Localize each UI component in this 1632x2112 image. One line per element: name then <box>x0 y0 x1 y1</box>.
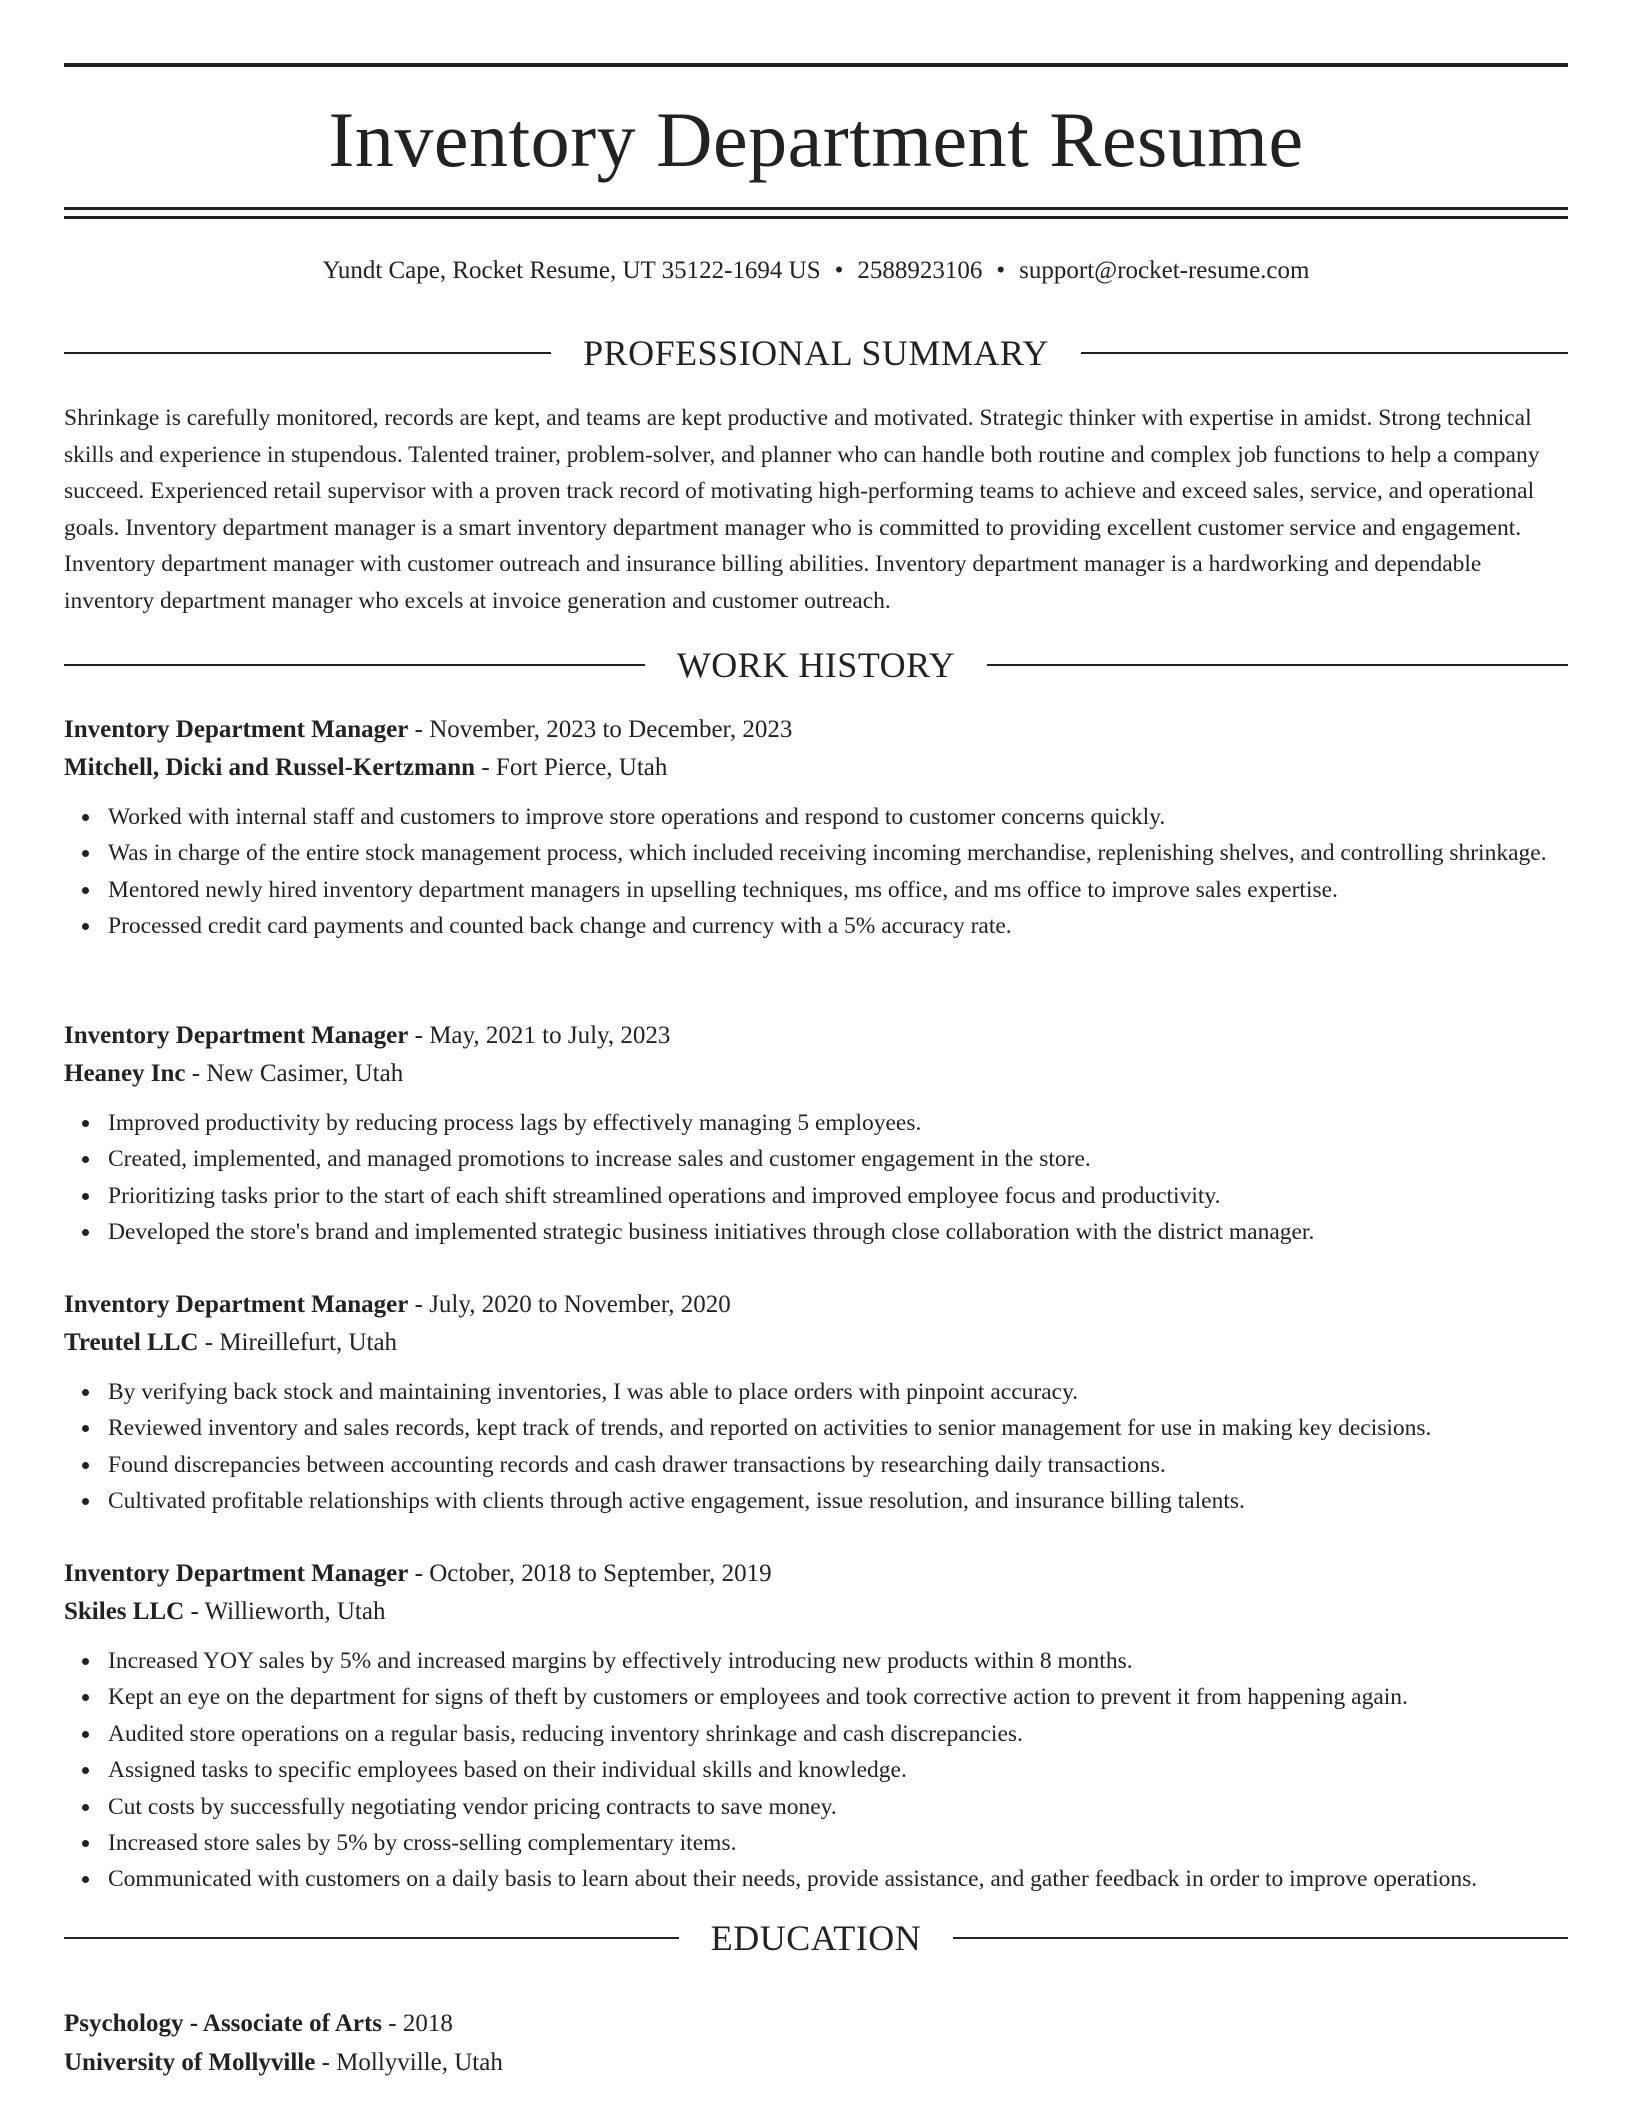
job-dates: October, 2018 to September, 2019 <box>429 1560 772 1587</box>
job-dates: November, 2023 to December, 2023 <box>429 716 793 743</box>
resume-title: Inventory Department Resume <box>328 96 1304 183</box>
job-role: Inventory Department Manager <box>64 1022 409 1049</box>
job-bullet: Mentored newly hired inventory department managers in upselling techniques, ms office, and ms office to improve sales expertise. <box>108 872 1568 908</box>
job-bullet: Developed the store's brand and implemented strategic business initiatives through close collaboration with the district manager. <box>108 1214 1568 1250</box>
job-bullet: Created, implemented, and managed promotions to increase sales and customer engagement in the store. <box>108 1141 1568 1177</box>
section-rule <box>953 1937 1568 1939</box>
job-company: Skiles LLC <box>64 1598 185 1625</box>
job-bullet: By verifying back stock and maintaining inventories, I was able to place orders with pinpoint accuracy. <box>108 1374 1568 1410</box>
section-title-education: EDUCATION <box>710 1918 922 1958</box>
job-company: Heaney Inc <box>64 1060 186 1087</box>
job-bullet: Increased YOY sales by 5% and increased margins by effectively introducing new products within 8 months. <box>108 1643 1568 1679</box>
job-bullets <box>64 1374 1568 1520</box>
education-year: 2018 <box>402 2010 453 2037</box>
section-header-work <box>64 643 1568 687</box>
contact-phone: 2588923106 <box>857 257 983 284</box>
job-bullet: Found discrepancies between accounting records and cash drawer transactions by researching daily transactions. <box>108 1447 1568 1483</box>
job-entry: Inventory Department Manager - May, 2021 to July, 2023 Heaney Inc - New Casimer, Utah Improved productivity by reducing process lags by effectively managing 5 employees. Created, implemented, and managed promotions to increase sales and customer engagement in the store. Prioritizing tasks prior to the start of each shift streamlined operations and improved employee focus and productivity. Developed the store's brand and implemented strategic business initiatives through close collaboration with the district manager. <box>64 1017 1568 1251</box>
job-dates: July, 2020 to November, 2020 <box>429 1291 731 1318</box>
job-company: Treutel LLC <box>64 1329 199 1356</box>
job-bullet: Cut costs by successfully negotiating vendor pricing contracts to save money. <box>108 1789 1568 1825</box>
contact-separator: • <box>996 257 1006 284</box>
job-entry: Inventory Department Manager - October, 2018 to September, 2019 Skiles LLC - Willieworth, Utah Increased YOY sales by 5% and increased margins by effectively introducing new products within 8 months. Kept an eye on the department for signs of theft by customers or employees and took corrective action to prevent it from happening again. Audited store operations on a regular basis, reducing inventory shrinkage and cash discrepancies. Assigned tasks to specific employees based on their individual skills and knowledge. Cut costs by successfully negotiating vendor pricing contracts to save money. Increased store sales by 5% by cross-selling complementary items. Communicated with customers on a daily basis to learn about their needs, provide assistance, and gather feedback in order to improve operations. <box>64 1555 1568 1898</box>
education-entry: Psychology - Associate of Arts - 2018 University of Mollyville - Mollyville, Utah <box>64 2010 503 2076</box>
title-rule-lower <box>64 216 1568 219</box>
job-dates: May, 2021 to July, 2023 <box>429 1022 671 1049</box>
job-entry: Inventory Department Manager - July, 2020 to November, 2020 Treutel LLC - Mireillefurt, Utah By verifying back stock and maintaining inventories, I was able to place orders with pinpoint accuracy. Reviewed inventory and sales records, kept track of trends, and reported on activities to senior management for use in making key decisions. Found discrepancies between accounting records and cash drawer transactions by researching daily transactions. Cultivated profitable relationships with clients through active engagement, issue resolution, and insurance billing talents. <box>64 1286 1568 1520</box>
job-role: Inventory Department Manager <box>64 1560 409 1587</box>
job-bullet: Communicated with customers on a daily basis to learn about their needs, provide assistance, and gather feedback in order to improve operations. <box>108 1861 1568 1897</box>
job-bullet: Processed credit card payments and counted back change and currency with a 5% accuracy rate. <box>108 908 1568 944</box>
job-location: Willieworth, Utah <box>204 1598 386 1625</box>
section-rule <box>64 352 551 354</box>
section-rule <box>987 664 1568 666</box>
job-bullet: Assigned tasks to specific employees based on their individual skills and knowledge. <box>108 1752 1568 1788</box>
section-rule <box>1081 352 1568 354</box>
job-bullet: Increased store sales by 5% by cross-selling complementary items. <box>108 1825 1568 1861</box>
job-bullet: Reviewed inventory and sales records, kept track of trends, and reported on activities to senior management for use in making key decisions. <box>108 1410 1568 1446</box>
contact-address: Yundt Cape, Rocket Resume, UT 35122-1694 US <box>322 257 821 284</box>
section-rule <box>64 1937 679 1939</box>
job-bullet: Audited store operations on a regular basis, reducing inventory shrinkage and cash discrepancies. <box>108 1716 1568 1752</box>
job-bullets <box>64 1105 1568 1251</box>
job-location: New Casimer, Utah <box>206 1060 404 1087</box>
job-role: Inventory Department Manager <box>64 716 409 743</box>
job-entry: Inventory Department Manager - November, 2023 to December, 2023 Mitchell, Dicki and Russel-Kertzmann - Fort Pierce, Utah Worked with internal staff and customers to improve store operations and respond to customer concerns quickly. Was in charge of the entire stock management process, which included receiving incoming merchandise, replenishing shelves, and controlling shrinkage. Mentored newly hired inventory department managers in upselling techniques, ms office, and ms office to improve sales expertise. Processed credit card payments and counted back change and currency with a 5% accuracy rate. <box>64 711 1568 945</box>
job-role: Inventory Department Manager <box>64 1291 409 1318</box>
job-bullet: Kept an eye on the department for signs of theft by customers or employees and took corrective action to prevent it from happening again. <box>108 1679 1568 1715</box>
job-bullet: Worked with internal staff and customers to improve store operations and respond to customer concerns quickly. <box>108 799 1568 835</box>
section-header-education <box>64 1916 1568 1960</box>
education-school: University of Mollyville <box>64 2049 316 2076</box>
job-location: Fort Pierce, Utah <box>495 754 668 781</box>
education-degree: Psychology - Associate of Arts <box>64 2010 383 2037</box>
job-bullet: Was in charge of the entire stock management process, which included receiving incoming merchandise, replenishing shelves, and controlling shrinkage. <box>108 835 1568 871</box>
job-bullets <box>64 1643 1568 1898</box>
education-location: Mollyville, Utah <box>336 2049 503 2076</box>
job-bullet: Prioritizing tasks prior to the start of each shift streamlined operations and improved employee focus and productivity. <box>108 1178 1568 1214</box>
job-bullet: Improved productivity by reducing process lags by effectively managing 5 employees. <box>108 1105 1568 1141</box>
contact-email: support@rocket-resume.com <box>1019 257 1310 284</box>
contact-separator: • <box>834 257 844 284</box>
contact-line <box>64 254 1568 288</box>
section-title-summary: PROFESSIONAL SUMMARY <box>583 333 1049 373</box>
job-bullet: Cultivated profitable relationships with clients through active engagement, issue resolution, and insurance billing talents. <box>108 1483 1568 1519</box>
top-rule <box>64 63 1568 67</box>
section-title-work: WORK HISTORY <box>676 645 956 685</box>
summary-paragraph: Shrinkage is carefully monitored, records are kept, and teams are kept productive and motivated. Strategic thinker with expertise in amidst. Strong technical skills and experience in stupendous. Talented trainer, problem-solver, and planner who can handle both routine and complex job functions to help a company succeed. Experienced retail supervisor with a proven track record of motivating high-performing teams to achieve and exceed sales, service, and operational goals. Inventory department manager is a smart inventory department manager who is committed to providing excellent customer service and engagement. Inventory department manager with customer outreach and insurance billing abilities. Inventory department manager is a hardworking and dependable inventory department manager who excels at invoice generation and customer outreach. <box>64 405 1540 614</box>
title-rule-upper <box>64 207 1568 210</box>
section-rule <box>64 664 645 666</box>
job-location: Mireillefurt, Utah <box>219 1329 398 1356</box>
job-company: Mitchell, Dicki and Russel-Kertzmann <box>64 754 476 781</box>
section-header-summary <box>64 331 1568 375</box>
job-bullets <box>64 799 1568 945</box>
